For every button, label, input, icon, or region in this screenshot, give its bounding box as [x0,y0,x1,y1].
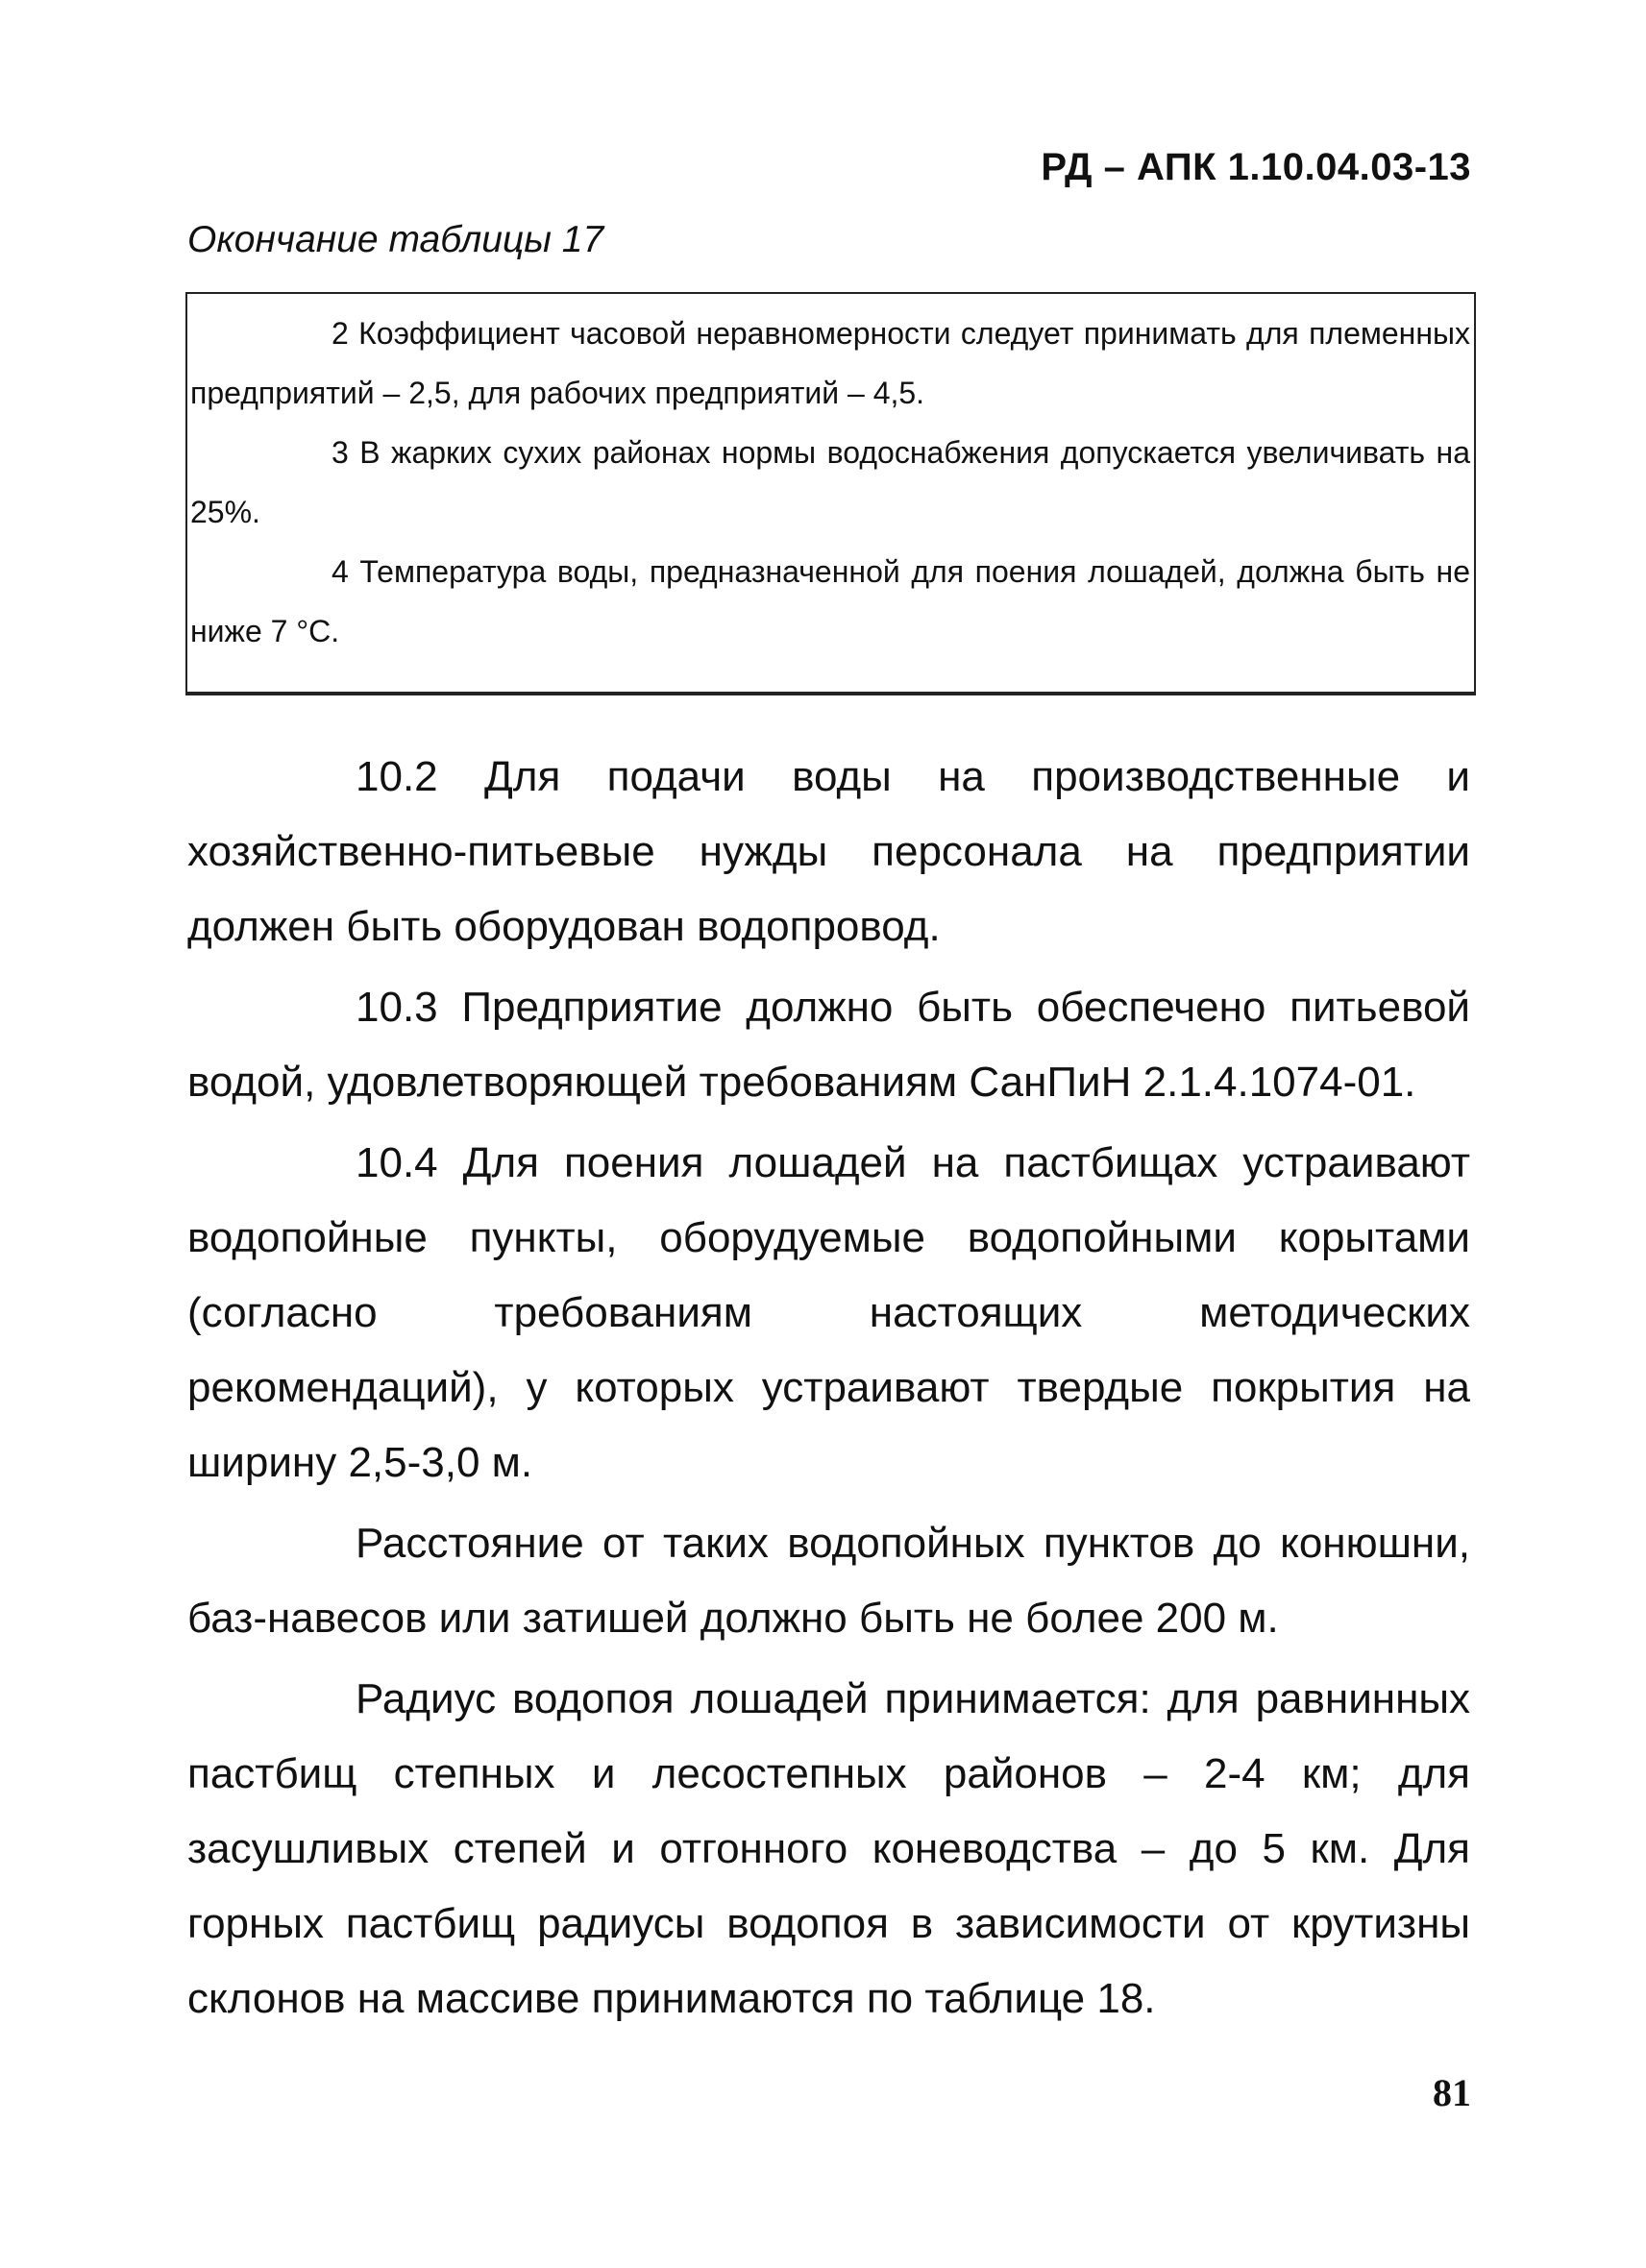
paragraph: 10.4 Для поения лошадей на пастбищах устраивают водопойные пункты, оборудуемые водопойными корытами (согласно требованиям настоящих методических рекомендаций), у которых устраивают твердые покрытия на ширину 2,5-3,0 м. [187,1139,1470,1486]
table-caption: Окончание таблицы 17 [187,219,604,260]
paragraph: Расстояние от таких водопойных пунктов до конюшни, баз-навесов или затишей должно быть не более 200 м. [187,1520,1470,1642]
paragraph: Радиус водопоя лошадей принимается: для равнинных пастбищ степных и лесостепных районов – 2-4 км; для засушливых степей и отгонного коневодства – до 5 км. Для горных пастбищ радиусы водопоя в зависимости от крутизны склонов на массиве принимаются по таблице 18. [187,1675,1470,2022]
table-note: 3 В жарких сухих районах нормы водоснабжения допускается увеличивать на 25%. [190,435,1470,529]
document-code: РД – АПК 1.10.04.03-13 [1041,146,1471,188]
paragraph: 10.3 Предприятие должно быть обеспечено питьевой водой, удовлетворяющей требованиям СанПиН 2.1.4.1074-01. [187,984,1470,1106]
paragraph: 10.2 Для подачи воды на производственные и хозяйственно-питьевые нужды персонала на предприятии должен быть оборудован водопровод. [187,753,1470,950]
table-notes-box [185,292,1476,695]
body-text [187,740,1470,2042]
page-number: 81 [1433,2071,1471,2114]
table-note: 4 Температура воды, предназначенной для поения лошадей, должна быть не ниже 7 °С. [190,554,1470,648]
table-note: 2 Коэффициент часовой неравномерности следует принимать для племенных предприятий – 2,5, для рабочих предприятий – 4,5. [190,316,1470,410]
